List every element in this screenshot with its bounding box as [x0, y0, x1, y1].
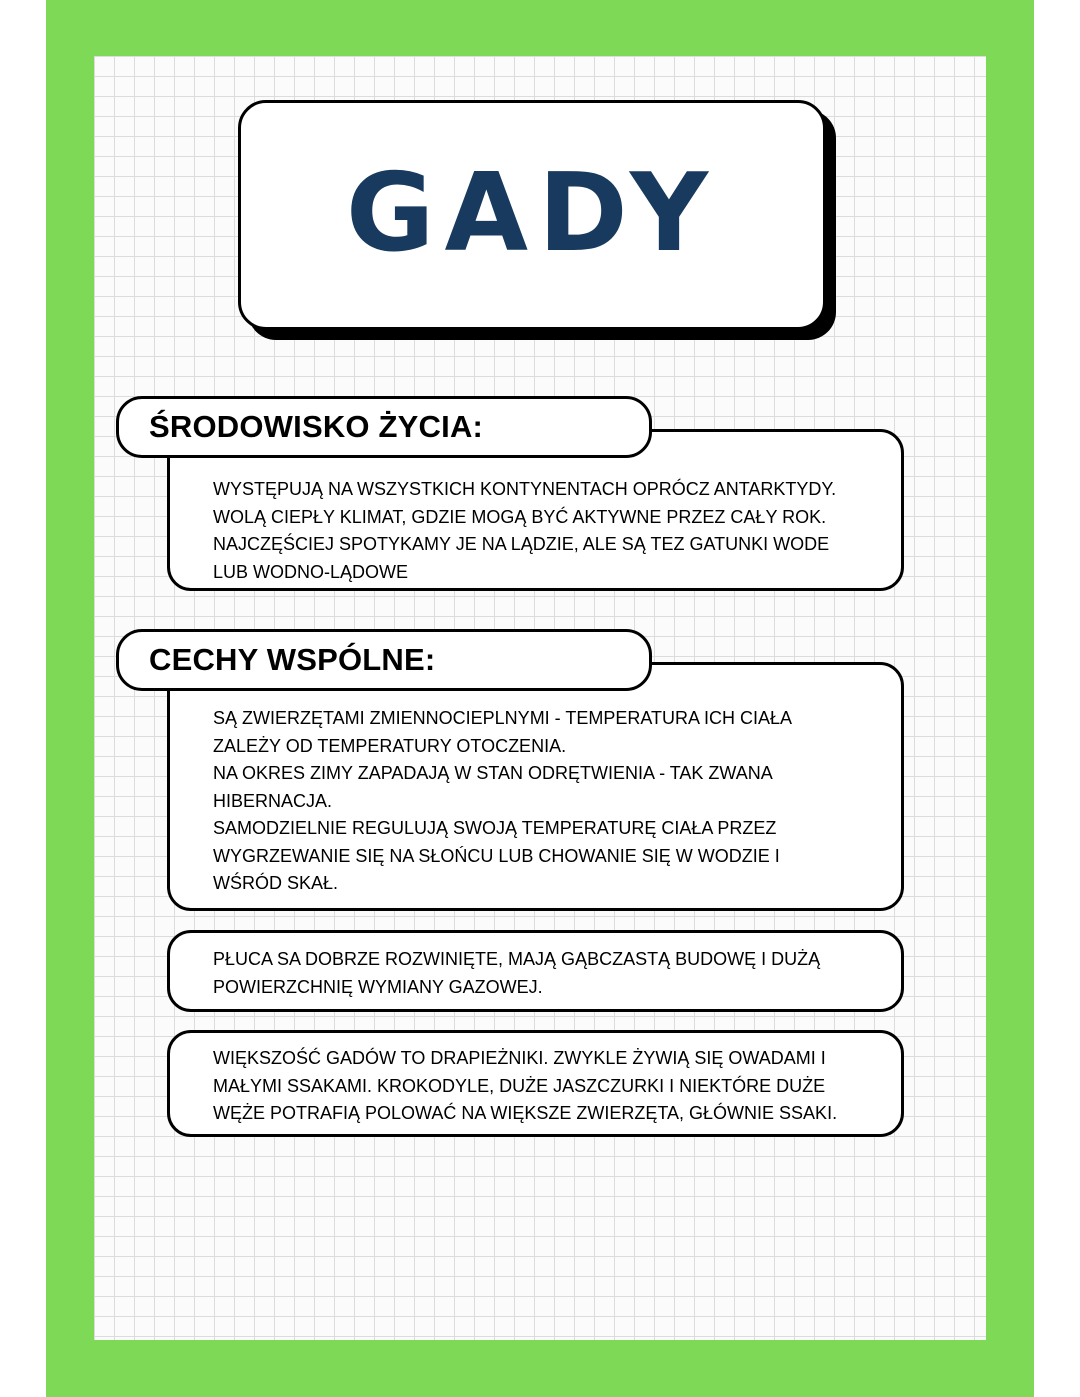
section-box-common-features: [167, 662, 904, 911]
section-text: WYSTĘPUJĄ NA WSZYSTKICH KONTYNENTACH OPRÓCZ ANTARKTYDY. WOLĄ CIEPŁY KLIMAT, GDZIE MOGĄ BYĆ AKTYWNE PRZEZ CAŁY ROK. NAJCZĘŚCIEJ SPOTYKAMY JE NA LĄDZIE, ALE SĄ TEZ GATUNKI WODE LUB WODNO-LĄDOWE: [213, 479, 837, 582]
section-text: SĄ ZWIERZĘTAMI ZMIENNOCIEPLNYMI - TEMPERATURA ICH CIAŁA ZALEŻY OD TEMPERATURY OTOCZENIA. NA OKRES ZIMY ZAPADAJĄ W STAN ODRĘTWIENIA - TAK ZWANA HIBERNACJA. SAMODZIELNIE REGULUJĄ SWOJĄ TEMPERATURĘ CIAŁA PRZEZ WYGRZEWANIE SIĘ NA SŁOŃCU LUB CHOWANIE SIĘ W WODZIE I WŚRÓD SKAŁ.: [213, 708, 793, 893]
section-heading-text: ŚRODOWISKO ŻYCIA:: [149, 409, 484, 444]
section-heading-common-features: [116, 629, 652, 691]
title-card: [238, 100, 826, 330]
info-box-lungs: [167, 930, 904, 1012]
section-heading-text: CECHY WSPÓLNE:: [149, 642, 436, 677]
info-text: PŁUCA SA DOBRZE ROZWINIĘTE, MAJĄ GĄBCZASTĄ BUDOWĘ I DUŻĄ POWIERZCHNIĘ WYMIANY GAZOWEJ.: [213, 949, 821, 997]
info-text: WIĘKSZOŚĆ GADÓW TO DRAPIEŻNIKI. ZWYKLE ŻYWIĄ SIĘ OWADAMI I MAŁYMI SSAKAMI. KROKODYLE, DUŻE JASZCZURKI I NIEKTÓRE DUŻE WĘŻE POTRAFIĄ POLOWAĆ NA WIĘKSZE ZWIERZĘTA, GŁÓWNIE SSAKI.: [213, 1048, 838, 1123]
info-box-diet: [167, 1030, 904, 1137]
page-title: GADY: [345, 150, 719, 276]
section-heading-habitat: [116, 396, 652, 458]
